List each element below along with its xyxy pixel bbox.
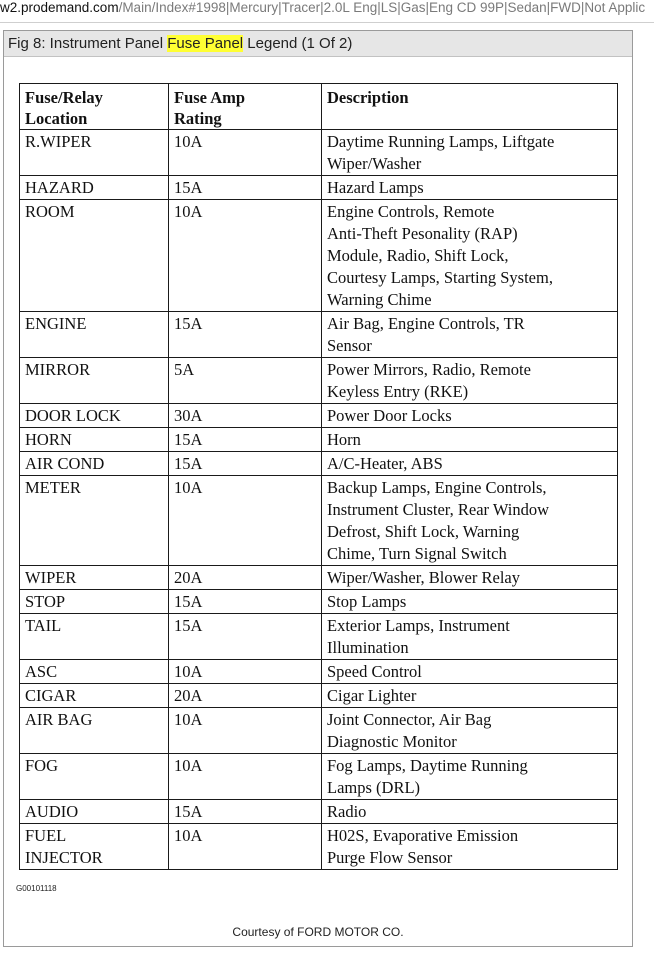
table-row (20, 754, 618, 800)
header-description: Description (322, 84, 618, 130)
table-row (20, 590, 618, 614)
cell-description: H02S, Evaporative Emission Purge Flow Sensor (322, 824, 618, 870)
cell-description: Wiper/Washer, Blower Relay (322, 566, 618, 590)
cell-location: AUDIO (20, 800, 169, 824)
cell-rating: 15A (169, 452, 322, 476)
cell-location: FUEL INJECTOR (20, 824, 169, 870)
cell-location: DOOR LOCK (20, 404, 169, 428)
cell-description: Stop Lamps (322, 590, 618, 614)
cell-description: Exterior Lamps, Instrument Illumination (322, 614, 618, 660)
header-rating: Fuse Amp Rating (169, 84, 322, 130)
table-row (20, 476, 618, 566)
table-row (20, 130, 618, 176)
cell-location: R.WIPER (20, 130, 169, 176)
cell-rating: 10A (169, 476, 322, 566)
table-row (20, 358, 618, 404)
table-row (20, 708, 618, 754)
cell-rating: 10A (169, 754, 322, 800)
cell-location: MIRROR (20, 358, 169, 404)
figure-title (4, 31, 632, 57)
table-row (20, 428, 618, 452)
cell-rating: 15A (169, 614, 322, 660)
table-row (20, 312, 618, 358)
table-row (20, 200, 618, 312)
cell-description: Daytime Running Lamps, Liftgate Wiper/Washer (322, 130, 618, 176)
url-host: w2.prodemand.com (0, 0, 119, 15)
figure-panel (3, 30, 633, 947)
cell-location: ENGINE (20, 312, 169, 358)
table-header-row (20, 84, 618, 130)
table-body (20, 130, 618, 870)
cell-location: ROOM (20, 200, 169, 312)
cell-rating: 15A (169, 312, 322, 358)
cell-rating: 5A (169, 358, 322, 404)
table-row (20, 800, 618, 824)
figure-title-suffix: Legend (1 Of 2) (243, 35, 353, 52)
cell-rating: 10A (169, 130, 322, 176)
url-path: /Main/Index#1998|Mercury|Tracer|2.0L Eng|LS|Gas|Eng CD 99P|Sedan|FWD|Not Applic (118, 0, 646, 15)
cell-rating: 15A (169, 428, 322, 452)
cell-description: Joint Connector, Air Bag Diagnostic Monitor (322, 708, 618, 754)
cell-location: METER (20, 476, 169, 566)
cell-description: Engine Controls, Remote Anti-Theft Pesonality (RAP) Module, Radio, Shift Lock, Courtesy Lamps, Starting System, Warning Chime (322, 200, 618, 312)
cell-description: Air Bag, Engine Controls, TR Sensor (322, 312, 618, 358)
cell-rating: 15A (169, 590, 322, 614)
cell-rating: 30A (169, 404, 322, 428)
table-row (20, 404, 618, 428)
cell-location: CIGAR (20, 684, 169, 708)
cell-description: Fog Lamps, Daytime Running Lamps (DRL) (322, 754, 618, 800)
cell-location: AIR BAG (20, 708, 169, 754)
url-bar[interactable] (0, 0, 654, 23)
cell-location: TAIL (20, 614, 169, 660)
courtesy-caption: Courtesy of FORD MOTOR CO. (232, 925, 404, 939)
table-row (20, 176, 618, 200)
fuse-legend-table (19, 83, 618, 870)
cell-rating: 10A (169, 660, 322, 684)
search-highlight: Fuse Panel (167, 35, 244, 52)
cell-description: Hazard Lamps (322, 176, 618, 200)
cell-rating: 10A (169, 200, 322, 312)
cell-location: AIR COND (20, 452, 169, 476)
cell-rating: 20A (169, 684, 322, 708)
cell-location: ASC (20, 660, 169, 684)
cell-rating: 20A (169, 566, 322, 590)
cell-location: HORN (20, 428, 169, 452)
header-location: Fuse/Relay Location (20, 84, 169, 130)
figure-code: G00101118 (16, 884, 57, 893)
table-row (20, 684, 618, 708)
cell-description: Horn (322, 428, 618, 452)
cell-location: STOP (20, 590, 169, 614)
cell-description: A/C-Heater, ABS (322, 452, 618, 476)
cell-location: FOG (20, 754, 169, 800)
cell-description: Speed Control (322, 660, 618, 684)
cell-description: Power Door Locks (322, 404, 618, 428)
table-row (20, 660, 618, 684)
cell-description: Power Mirrors, Radio, Remote Keyless Entry (RKE) (322, 358, 618, 404)
cell-location: HAZARD (20, 176, 169, 200)
cell-description: Backup Lamps, Engine Controls, Instrument Cluster, Rear Window Defrost, Shift Lock, Warning Chime, Turn Signal Switch (322, 476, 618, 566)
cell-rating: 15A (169, 800, 322, 824)
table-row (20, 614, 618, 660)
table-row (20, 824, 618, 870)
cell-location: WIPER (20, 566, 169, 590)
cell-rating: 10A (169, 708, 322, 754)
table-row (20, 566, 618, 590)
cell-rating: 10A (169, 824, 322, 870)
table-row (20, 452, 618, 476)
figure-title-prefix: Fig 8: Instrument Panel (8, 35, 168, 52)
cell-description: Radio (322, 800, 618, 824)
cell-description: Cigar Lighter (322, 684, 618, 708)
cell-rating: 15A (169, 176, 322, 200)
